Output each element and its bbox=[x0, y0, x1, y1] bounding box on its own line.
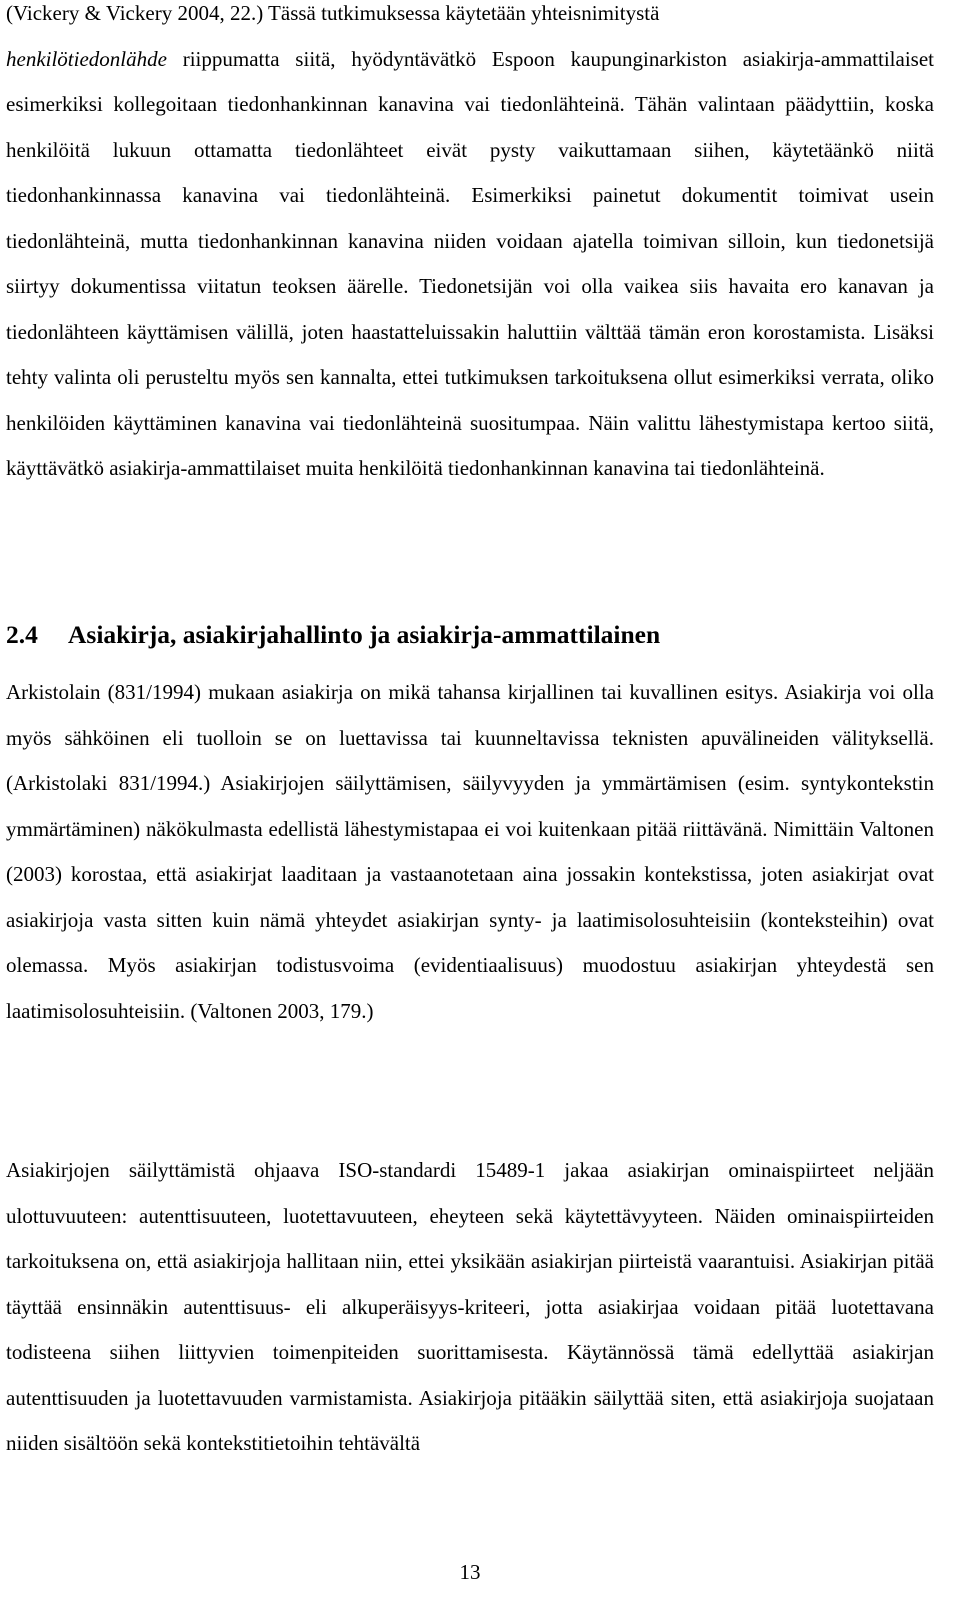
section-number: 2.4 bbox=[6, 620, 38, 649]
paragraph-arkistolaki: Arkistolain (831/1994) mukaan asiakirja on mikä tahansa kirjallinen tai kuvallinen esitys. Asiakirja voi olla myös sähköinen eli tuolloin se on luettavissa tai kuunneltavissa teknisten apuvälineiden välityksellä. (Arkistolaki 831/1994.) Asiakirjojen säilyttämisen, säilyvyyden ja ymmärtämisen (esim. syntykontekstin ymmärtäminen) näkökulmasta edellistä lähestymistapaa ei voi kuitenkaan pitää riittävänä. Nimittäin Valtonen (2003) korostaa, että asiakirjat laaditaan ja vastaanotetaan aina jossakin kontekstissa, joten asiakirjat ovat asiakirjoja vasta sitten kuin nämä yhteydet asiakirjan synty- ja laatimisolosuhteisiin (konteksteihin) ovat olemassa. Myös asiakirjan todistusvoima (evidentiaalisuus) muodostuu asiakirjan yhteydestä sen laatimisolosuhteisiin. (Valtonen 2003, 179.) bbox=[6, 680, 934, 1023]
section-title: Asiakirja, asiakirjahallinto ja asiakirja-ammattilainen bbox=[68, 620, 661, 649]
paragraph-rest: riippumatta siitä, hyödyntävätkö Espoon kaupunginarkiston asiakirja-ammattilaiset esimerkiksi kollegoitaan tiedonhankinnan kanavina vai tiedonlähteinä. Tähän valintaan päädyttiin, koska henkilöitä lukuun ottamatta tiedonlähteet eivät pysty vaikuttamaan siihen, käytetäänkö niitä tiedonhankinnassa kanavina vai tiedonlähteinä. Esimerkiksi painetut dokumentit toimivat usein tiedonlähteinä, mutta tiedonhankinnan kanavina niiden voidaan ajatella toimivan silloin, kun tiedonetsijä siirtyy dokumentissa viitatun teoksen äärelle. Tiedonetsijän voi olla vaikea siis havaita ero kanavan ja tiedonlähteen käyttämisen välillä, joten haastatteluissakin haluttiin välttää tämän eron korostamista. Lisäksi tehty valinta oli perusteltu myös sen kannalta, ettei tutkimuksen tarkoituksena ollut esimerkiksi verrata, oliko henkilöiden käyttäminen kanavina vai tiedonlähteinä suositumpaa. Näin valittu lähestymistapa kertoo siitä, käyttävätkö asiakirja-ammattilaiset muita henkilöitä tiedonhankinnan kanavina tai tiedonlähteinä. bbox=[6, 46, 934, 480]
section-heading bbox=[6, 619, 934, 651]
italic-term: henkilötiedonlähde bbox=[6, 46, 167, 71]
paragraph-start: (Vickery & Vickery 2004, 22.) Tässä tutkimuksessa käytetään yhteisnimitystä bbox=[6, 1, 660, 25]
paragraph-iso-standardi: Asiakirjojen säilyttämistä ohjaava ISO-standardi 15489-1 jakaa asiakirjan ominaispiirteet neljään ulottuvuuteen: autenttisuuteen, luotettavuuteen, eheyteen sekä käytettävyyteen. Näiden ominaispiirteiden tarkoituksena on, että asiakirjoja hallitaan niin, ettei yksikään asiakirjan piirteistä vaarantuisi. Asiakirjan pitää täyttää ensinnäkin autenttisuus- eli alkuperäisyys-kriteeri, jotta asiakirjaa voidaan pitää luotettavana todisteena siihen liittyvien toimenpiteiden suorittamisesta. Käytännössä tämä edellyttää asiakirjan autenttisuuden ja luotettavuuden varmistamista. Asiakirjoja pitääkin säilyttää siten, että asiakirjoja suojataan niiden sisältöön sekä kontekstitietoihin tehtävältä bbox=[6, 1158, 934, 1455]
page-number: 13 bbox=[459, 1560, 481, 1584]
paragraph-tiedonlahde bbox=[6, 0, 934, 492]
